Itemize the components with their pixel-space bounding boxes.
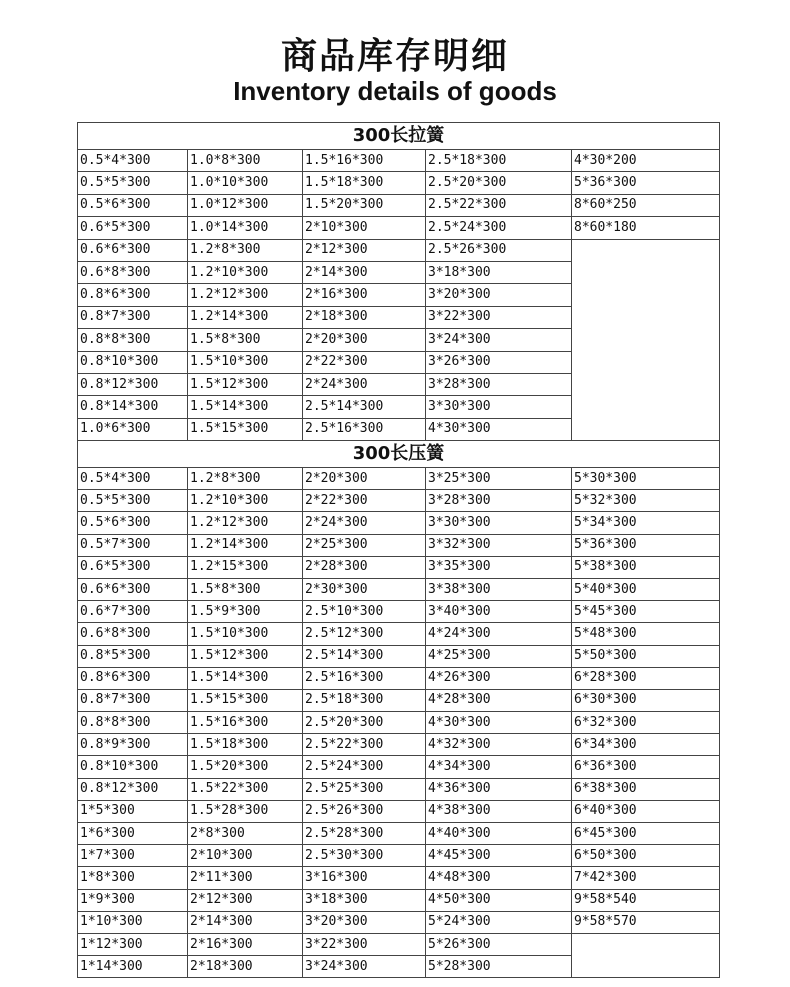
spec-cell: 0.5*4*300: [78, 468, 188, 490]
spec-cell: 5*40*300: [572, 578, 720, 600]
table-row: [78, 490, 720, 512]
table-row: [78, 468, 720, 490]
spec-cell: 2*20*300: [303, 468, 426, 490]
spec-cell: 3*28*300: [426, 373, 572, 395]
spec-cell: 2.5*24*300: [426, 217, 572, 239]
spec-cell: 1.5*15*300: [188, 689, 303, 711]
table-row: [78, 823, 720, 845]
spec-cell: 2.5*28*300: [303, 823, 426, 845]
spec-cell: 0.8*7*300: [78, 689, 188, 711]
spec-cell: 2*24*300: [303, 512, 426, 534]
spec-cell: 4*24*300: [426, 623, 572, 645]
spec-cell: 4*30*200: [572, 150, 720, 172]
spec-cell: 6*45*300: [572, 823, 720, 845]
spec-cell: 5*28*300: [426, 956, 572, 978]
table-row: [78, 217, 720, 239]
table-row: [78, 645, 720, 667]
spec-cell: 2.5*14*300: [303, 396, 426, 418]
spec-cell: 1.5*16*300: [303, 150, 426, 172]
spec-cell: 3*16*300: [303, 867, 426, 889]
spec-cell: 0.5*7*300: [78, 534, 188, 556]
spec-cell: 2.5*26*300: [303, 800, 426, 822]
spec-cell: 2*12*300: [188, 889, 303, 911]
spec-cell: 1.5*8*300: [188, 329, 303, 351]
spec-cell: 0.8*9*300: [78, 734, 188, 756]
spec-cell: 0.8*5*300: [78, 645, 188, 667]
spec-cell: 3*30*300: [426, 512, 572, 534]
spec-cell: 1*9*300: [78, 889, 188, 911]
spec-cell: 4*25*300: [426, 645, 572, 667]
spec-cell: 1.0*10*300: [188, 172, 303, 194]
spec-cell: 3*30*300: [426, 396, 572, 418]
table-row: [78, 911, 720, 933]
table-row: [78, 800, 720, 822]
spec-cell: 1.5*18*300: [188, 734, 303, 756]
spec-cell: 1.0*8*300: [188, 150, 303, 172]
spec-cell: 0.5*5*300: [78, 172, 188, 194]
spec-cell: 5*50*300: [572, 645, 720, 667]
table-row: [78, 712, 720, 734]
table-row: [78, 734, 720, 756]
spec-cell: 1.2*8*300: [188, 239, 303, 261]
spec-cell: 1.5*12*300: [188, 373, 303, 395]
spec-cell: 0.8*8*300: [78, 712, 188, 734]
table-row: [78, 778, 720, 800]
spec-cell: 2*10*300: [303, 217, 426, 239]
spec-cell: 2*14*300: [188, 911, 303, 933]
spec-cell: 1.0*14*300: [188, 217, 303, 239]
spec-cell: 1*10*300: [78, 911, 188, 933]
spec-cell: 3*20*300: [303, 911, 426, 933]
spec-cell: 1.5*12*300: [188, 645, 303, 667]
spec-cell: 9*58*570: [572, 911, 720, 933]
spec-cell: 1.0*6*300: [78, 418, 188, 440]
spec-cell: 4*38*300: [426, 800, 572, 822]
spec-cell: 2*16*300: [188, 933, 303, 955]
spec-cell: 0.6*8*300: [78, 623, 188, 645]
spec-cell: 1.5*9*300: [188, 601, 303, 623]
spec-cell: 5*45*300: [572, 601, 720, 623]
spec-cell: 2.5*25*300: [303, 778, 426, 800]
spec-cell: 1*6*300: [78, 823, 188, 845]
spec-cell: 0.6*8*300: [78, 261, 188, 283]
spec-cell: 0.5*6*300: [78, 194, 188, 216]
spec-cell: 0.6*5*300: [78, 556, 188, 578]
spec-cell: 1.5*20*300: [303, 194, 426, 216]
spec-cell: 4*34*300: [426, 756, 572, 778]
spec-cell: 4*32*300: [426, 734, 572, 756]
spec-cell: 4*40*300: [426, 823, 572, 845]
spec-cell: 2.5*30*300: [303, 845, 426, 867]
spec-cell: 6*28*300: [572, 667, 720, 689]
spec-cell: 3*35*300: [426, 556, 572, 578]
spec-cell: 2*16*300: [303, 284, 426, 306]
spec-cell: 1.5*16*300: [188, 712, 303, 734]
spec-cell: 3*25*300: [426, 468, 572, 490]
spec-cell: 1.2*10*300: [188, 490, 303, 512]
spec-cell: 1*7*300: [78, 845, 188, 867]
spec-cell: 5*48*300: [572, 623, 720, 645]
spec-cell: 0.8*14*300: [78, 396, 188, 418]
spec-cell: 7*42*300: [572, 867, 720, 889]
table-row: [78, 239, 720, 261]
spec-cell: 5*34*300: [572, 512, 720, 534]
spec-cell: 2*25*300: [303, 534, 426, 556]
spec-cell: 4*50*300: [426, 889, 572, 911]
spec-cell: 5*32*300: [572, 490, 720, 512]
spec-cell: 1.2*14*300: [188, 534, 303, 556]
table-row: [78, 601, 720, 623]
table-row: [78, 756, 720, 778]
spec-cell: 2.5*20*300: [426, 172, 572, 194]
spec-cell: 3*20*300: [426, 284, 572, 306]
spec-cell: 2.5*20*300: [303, 712, 426, 734]
spec-cell: 2*28*300: [303, 556, 426, 578]
spec-cell: 2.5*22*300: [426, 194, 572, 216]
spec-cell: 3*22*300: [303, 933, 426, 955]
spec-cell: 3*24*300: [426, 329, 572, 351]
spec-cell: 2*12*300: [303, 239, 426, 261]
table-row: [78, 556, 720, 578]
spec-cell: 2*18*300: [303, 306, 426, 328]
spec-cell: 2.5*18*300: [426, 150, 572, 172]
spec-cell: 2*8*300: [188, 823, 303, 845]
spec-cell: 1.2*8*300: [188, 468, 303, 490]
table-row: [78, 933, 720, 955]
table-row: [78, 512, 720, 534]
empty-cell: [572, 933, 720, 977]
spec-cell: 6*38*300: [572, 778, 720, 800]
spec-cell: 0.8*12*300: [78, 373, 188, 395]
spec-cell: 2*14*300: [303, 261, 426, 283]
spec-cell: 2*22*300: [303, 490, 426, 512]
spec-cell: 0.6*7*300: [78, 601, 188, 623]
spec-cell: 2*24*300: [303, 373, 426, 395]
spec-cell: 5*26*300: [426, 933, 572, 955]
spec-cell: 6*30*300: [572, 689, 720, 711]
spec-cell: 0.6*6*300: [78, 578, 188, 600]
spec-cell: 1.2*12*300: [188, 512, 303, 534]
spec-cell: 0.5*5*300: [78, 490, 188, 512]
spec-cell: 1*14*300: [78, 956, 188, 978]
table-row: [78, 623, 720, 645]
spec-cell: 3*40*300: [426, 601, 572, 623]
spec-cell: 3*26*300: [426, 351, 572, 373]
spec-cell: 0.8*12*300: [78, 778, 188, 800]
spec-cell: 8*60*180: [572, 217, 720, 239]
table-row: [78, 578, 720, 600]
spec-cell: 4*30*300: [426, 418, 572, 440]
spec-cell: 8*60*250: [572, 194, 720, 216]
spec-cell: 0.8*8*300: [78, 329, 188, 351]
spec-cell: 2.5*14*300: [303, 645, 426, 667]
table-row: [78, 667, 720, 689]
spec-cell: 0.8*6*300: [78, 284, 188, 306]
spec-cell: 1.5*8*300: [188, 578, 303, 600]
spec-cell: 4*26*300: [426, 667, 572, 689]
spec-cell: 2.5*16*300: [303, 667, 426, 689]
spec-cell: 2.5*10*300: [303, 601, 426, 623]
spec-cell: 4*36*300: [426, 778, 572, 800]
spec-cell: 4*45*300: [426, 845, 572, 867]
spec-cell: 2.5*24*300: [303, 756, 426, 778]
page-title: 商品库存明细: [280, 36, 509, 77]
spec-cell: 2*20*300: [303, 329, 426, 351]
section-title: 300长压簧: [78, 441, 720, 468]
spec-cell: 3*38*300: [426, 578, 572, 600]
page-subtitle: Inventory details of goods: [233, 76, 557, 106]
spec-cell: 0.5*6*300: [78, 512, 188, 534]
tension-spring-table: [77, 122, 720, 441]
spec-cell: 3*28*300: [426, 490, 572, 512]
spec-cell: 1.5*14*300: [188, 396, 303, 418]
spec-cell: 1.2*15*300: [188, 556, 303, 578]
spec-cell: 1.2*10*300: [188, 261, 303, 283]
table-row: [78, 534, 720, 556]
spec-cell: 0.6*5*300: [78, 217, 188, 239]
spec-cell: 9*58*540: [572, 889, 720, 911]
spec-cell: 0.8*10*300: [78, 351, 188, 373]
spec-cell: 3*24*300: [303, 956, 426, 978]
spec-cell: 5*24*300: [426, 911, 572, 933]
table-row: [78, 889, 720, 911]
spec-cell: 2*10*300: [188, 845, 303, 867]
spec-cell: 3*18*300: [303, 889, 426, 911]
spec-cell: 6*32*300: [572, 712, 720, 734]
spec-cell: 6*50*300: [572, 845, 720, 867]
spec-cell: 5*36*300: [572, 534, 720, 556]
spec-cell: 0.8*6*300: [78, 667, 188, 689]
spec-cell: 1.2*14*300: [188, 306, 303, 328]
spec-cell: 4*28*300: [426, 689, 572, 711]
spec-cell: 4*48*300: [426, 867, 572, 889]
spec-cell: 2*30*300: [303, 578, 426, 600]
empty-cell: [572, 239, 720, 441]
spec-cell: 2*11*300: [188, 867, 303, 889]
spec-cell: 3*22*300: [426, 306, 572, 328]
spec-cell: 1*5*300: [78, 800, 188, 822]
spec-cell: 2*18*300: [188, 956, 303, 978]
spec-cell: 6*34*300: [572, 734, 720, 756]
spec-cell: 5*38*300: [572, 556, 720, 578]
spec-cell: 1.5*10*300: [188, 351, 303, 373]
spec-cell: 1*8*300: [78, 867, 188, 889]
spec-cell: 4*30*300: [426, 712, 572, 734]
spec-cell: 2.5*22*300: [303, 734, 426, 756]
spec-cell: 2.5*26*300: [426, 239, 572, 261]
spec-cell: 1.5*18*300: [303, 172, 426, 194]
spec-cell: 2.5*16*300: [303, 418, 426, 440]
spec-cell: 0.8*10*300: [78, 756, 188, 778]
spec-cell: 2.5*12*300: [303, 623, 426, 645]
spec-cell: 0.6*6*300: [78, 239, 188, 261]
table-row: [78, 845, 720, 867]
spec-cell: 1.0*12*300: [188, 194, 303, 216]
spec-cell: 0.5*4*300: [78, 150, 188, 172]
table-row: [78, 194, 720, 216]
spec-cell: 6*36*300: [572, 756, 720, 778]
spec-cell: 5*36*300: [572, 172, 720, 194]
spec-cell: 1.5*14*300: [188, 667, 303, 689]
spec-cell: 1.5*20*300: [188, 756, 303, 778]
spec-cell: 5*30*300: [572, 468, 720, 490]
spec-cell: 2.5*18*300: [303, 689, 426, 711]
spec-cell: 1.5*10*300: [188, 623, 303, 645]
table-row: [78, 150, 720, 172]
spec-cell: 1.5*15*300: [188, 418, 303, 440]
table-row: [78, 172, 720, 194]
spec-cell: 1.2*12*300: [188, 284, 303, 306]
table-row: [78, 867, 720, 889]
spec-cell: 1.5*22*300: [188, 778, 303, 800]
spec-cell: 3*18*300: [426, 261, 572, 283]
table-row: [78, 689, 720, 711]
spec-cell: 0.8*7*300: [78, 306, 188, 328]
spec-cell: 1.5*28*300: [188, 800, 303, 822]
section-title: 300长拉簧: [78, 123, 720, 150]
spec-cell: 2*22*300: [303, 351, 426, 373]
compression-spring-table: [77, 440, 720, 978]
spec-cell: 3*32*300: [426, 534, 572, 556]
spec-cell: 1*12*300: [78, 933, 188, 955]
spec-cell: 6*40*300: [572, 800, 720, 822]
